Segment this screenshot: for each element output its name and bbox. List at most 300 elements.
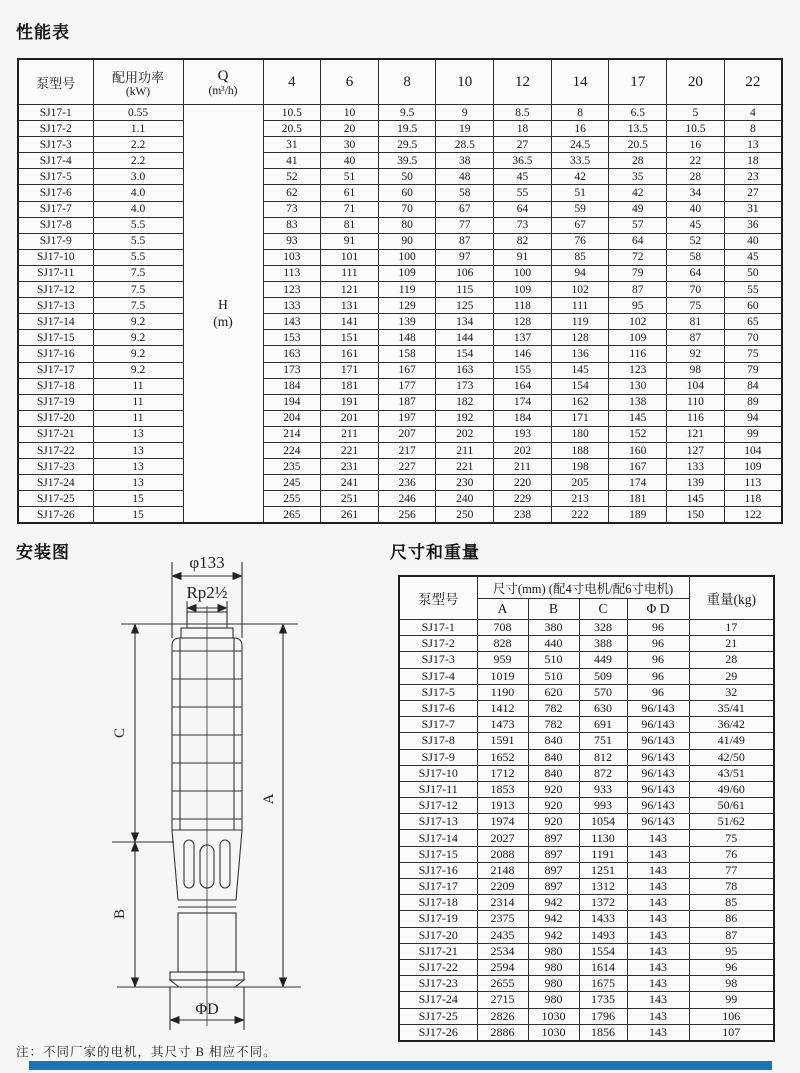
cell: 449 <box>579 652 627 668</box>
cell: 28 <box>609 153 667 169</box>
cell: 143 <box>627 895 689 911</box>
table-row <box>18 153 782 169</box>
cell: 45 <box>724 249 782 265</box>
table-row <box>18 507 782 524</box>
cell: 65 <box>724 314 782 330</box>
cell: 104 <box>667 378 725 394</box>
table-row <box>399 636 774 652</box>
footer-accent-bar <box>29 1061 772 1070</box>
cell: 164 <box>494 378 552 394</box>
table-row <box>399 879 774 895</box>
dims-header-row1 <box>399 576 774 599</box>
cell: 36 <box>724 217 782 233</box>
cell: 181 <box>609 491 667 507</box>
cell: 151 <box>321 330 379 346</box>
cell: 840 <box>528 749 579 765</box>
cell: 812 <box>579 749 627 765</box>
cell: 13.5 <box>609 121 667 137</box>
cell: 99 <box>724 426 782 442</box>
cell: 171 <box>551 410 609 426</box>
cell: 27 <box>494 137 552 153</box>
cell: 202 <box>436 426 494 442</box>
cell: 173 <box>436 378 494 394</box>
cell: 41 <box>263 153 321 169</box>
cell: 15 <box>93 507 183 524</box>
cell: 920 <box>528 781 579 797</box>
cell: 154 <box>436 346 494 362</box>
cell: 93 <box>263 233 321 249</box>
cell: 84 <box>724 378 782 394</box>
table-row <box>399 846 774 862</box>
cell: 177 <box>378 378 436 394</box>
cell: 211 <box>436 442 494 458</box>
cell: 782 <box>528 700 579 716</box>
cell: 96/143 <box>627 717 689 733</box>
table-row <box>18 105 782 121</box>
cell: 9.2 <box>93 330 183 346</box>
cell: 1974 <box>477 814 528 830</box>
table-row <box>18 137 782 153</box>
head-unit-cell: H (m) <box>183 105 263 524</box>
cell: 73 <box>263 201 321 217</box>
cell: 28.5 <box>436 137 494 153</box>
cell: 131 <box>321 298 379 314</box>
cell: 920 <box>528 798 579 814</box>
perf-col-flowrate: 10 <box>436 59 494 105</box>
cell: 160 <box>609 442 667 458</box>
table-row <box>18 346 782 362</box>
cell: 109 <box>609 330 667 346</box>
cell: SJ17-11 <box>399 781 477 797</box>
dims-col-b: B <box>528 599 579 620</box>
cell: 8 <box>551 105 609 121</box>
cell: 4.0 <box>93 185 183 201</box>
cell: 94 <box>551 265 609 281</box>
cell: 2435 <box>477 927 528 943</box>
cell: SJ17-13 <box>18 298 93 314</box>
cell: 18 <box>724 153 782 169</box>
cell: 71 <box>321 201 379 217</box>
cell: 256 <box>378 507 436 524</box>
cell: SJ17-13 <box>399 814 477 830</box>
cell: 85 <box>689 895 774 911</box>
cell: 104 <box>724 442 782 458</box>
cell: 98 <box>667 362 725 378</box>
cell: SJ17-23 <box>18 459 93 475</box>
perf-col-flowrate: 17 <box>609 59 667 105</box>
cell: 123 <box>609 362 667 378</box>
dims-col-a: A <box>477 599 528 620</box>
dims-col-weight: 重量(kg) <box>689 576 774 620</box>
cell: 13 <box>93 459 183 475</box>
cell: 840 <box>528 733 579 749</box>
cell: 107 <box>689 1024 774 1041</box>
cell: 121 <box>321 282 379 298</box>
cell: 1312 <box>579 879 627 895</box>
cell: 245 <box>263 475 321 491</box>
cell: 16 <box>551 121 609 137</box>
cell: 6.5 <box>609 105 667 121</box>
cell: 5.5 <box>93 249 183 265</box>
cell: 1412 <box>477 700 528 716</box>
cell: 23 <box>724 169 782 185</box>
table-row <box>18 394 782 410</box>
cell: 193 <box>494 426 552 442</box>
cell: SJ17-25 <box>399 1008 477 1024</box>
cell: 139 <box>378 314 436 330</box>
cell: 129 <box>378 298 436 314</box>
cell: 123 <box>263 282 321 298</box>
cell: 1675 <box>579 976 627 992</box>
cell: 98 <box>689 976 774 992</box>
cell: 222 <box>551 507 609 524</box>
cell: 1856 <box>579 1024 627 1041</box>
cell: 34 <box>667 185 725 201</box>
cell: 144 <box>436 330 494 346</box>
cell: 143 <box>627 976 689 992</box>
cell: 509 <box>579 668 627 684</box>
cell: 51 <box>321 169 379 185</box>
cell: SJ17-9 <box>399 749 477 765</box>
cell: 189 <box>609 507 667 524</box>
cell: 110 <box>667 394 725 410</box>
cell: SJ17-17 <box>18 362 93 378</box>
cell: 29 <box>689 668 774 684</box>
dim-label-b: B <box>112 908 128 920</box>
cell: 2655 <box>477 976 528 992</box>
cell: 50/61 <box>689 798 774 814</box>
dim-label-thread: Rp2½ <box>186 583 228 602</box>
cell: 145 <box>667 491 725 507</box>
cell: 163 <box>263 346 321 362</box>
cell: 154 <box>551 378 609 394</box>
cell: SJ17-10 <box>399 765 477 781</box>
cell: 13 <box>93 426 183 442</box>
cell: 143 <box>263 314 321 330</box>
cell: 115 <box>436 282 494 298</box>
cell: 570 <box>579 684 627 700</box>
cell: SJ17-2 <box>399 636 477 652</box>
cell: 125 <box>436 298 494 314</box>
cell: SJ17-14 <box>399 830 477 846</box>
cell: 113 <box>263 265 321 281</box>
table-row <box>399 733 774 749</box>
table-row <box>18 362 782 378</box>
perf-col-flowrate: 6 <box>321 59 379 105</box>
cell: 171 <box>321 362 379 378</box>
table-row <box>399 895 774 911</box>
cell: SJ17-18 <box>399 895 477 911</box>
perf-col-flowrate: 4 <box>263 59 321 105</box>
cell: 201 <box>321 410 379 426</box>
cell: 5.5 <box>93 217 183 233</box>
table-row <box>399 911 774 927</box>
cell: 122 <box>724 507 782 524</box>
cell: SJ17-24 <box>18 475 93 491</box>
cell: 15 <box>93 491 183 507</box>
cell: 128 <box>551 330 609 346</box>
perf-col-power-line2: (kW) <box>125 85 151 98</box>
cell: 64 <box>667 265 725 281</box>
cell: 67 <box>551 217 609 233</box>
cell: 192 <box>436 410 494 426</box>
cell: 96 <box>689 959 774 975</box>
table-row <box>18 282 782 298</box>
cell: 57 <box>609 217 667 233</box>
cell: SJ17-21 <box>18 426 93 442</box>
cell: SJ17-20 <box>399 927 477 943</box>
cell: 1554 <box>579 943 627 959</box>
table-row <box>18 201 782 217</box>
table-row <box>18 249 782 265</box>
cell: 58 <box>667 249 725 265</box>
cell: 240 <box>436 491 494 507</box>
cell: 109 <box>724 459 782 475</box>
cell: 510 <box>528 652 579 668</box>
table-row <box>399 700 774 716</box>
table-row <box>18 314 782 330</box>
cell: 1493 <box>579 927 627 943</box>
cell: 2886 <box>477 1024 528 1041</box>
table-row <box>399 668 774 684</box>
perf-col-flowrate: 20 <box>667 59 725 105</box>
cell: 1190 <box>477 684 528 700</box>
cell: SJ17-21 <box>399 943 477 959</box>
cell: 77 <box>436 217 494 233</box>
cell: SJ17-9 <box>18 233 93 249</box>
cell: 2088 <box>477 846 528 862</box>
cell: 980 <box>528 976 579 992</box>
cell: SJ17-2 <box>18 121 93 137</box>
cell: 121 <box>667 426 725 442</box>
cell: 33.5 <box>551 153 609 169</box>
cell: SJ17-7 <box>399 717 477 733</box>
cell: 980 <box>528 943 579 959</box>
cell: SJ17-20 <box>18 410 93 426</box>
cell: 143 <box>627 911 689 927</box>
cell: 897 <box>528 830 579 846</box>
cell: 8.5 <box>494 105 552 121</box>
cell: 76 <box>551 233 609 249</box>
cell: 143 <box>627 943 689 959</box>
cell: 224 <box>263 442 321 458</box>
cell: 227 <box>378 459 436 475</box>
cell: 96/143 <box>627 749 689 765</box>
cell: 31 <box>724 201 782 217</box>
cell: 942 <box>528 911 579 927</box>
cell: 100 <box>494 265 552 281</box>
cell: 143 <box>627 846 689 862</box>
cell: 1019 <box>477 668 528 684</box>
cell: 167 <box>609 459 667 475</box>
cell: 45 <box>667 217 725 233</box>
cell: 4.0 <box>93 201 183 217</box>
cell: 109 <box>378 265 436 281</box>
table-row <box>18 378 782 394</box>
cell: 96/143 <box>627 765 689 781</box>
cell: 1591 <box>477 733 528 749</box>
cell: SJ17-23 <box>399 976 477 992</box>
cell: 235 <box>263 459 321 475</box>
table-row <box>18 442 782 458</box>
cell: 100 <box>378 249 436 265</box>
cell: 24.5 <box>551 137 609 153</box>
cell: 2209 <box>477 879 528 895</box>
cell: 155 <box>494 362 552 378</box>
cell: 265 <box>263 507 321 524</box>
cell: 198 <box>551 459 609 475</box>
cell: SJ17-10 <box>18 249 93 265</box>
cell: 9.2 <box>93 346 183 362</box>
table-row <box>399 749 774 765</box>
cell: 163 <box>436 362 494 378</box>
cell: 70 <box>724 330 782 346</box>
cell: 184 <box>263 378 321 394</box>
cell: 184 <box>494 410 552 426</box>
cell: 236 <box>378 475 436 491</box>
cell: 43/51 <box>689 765 774 781</box>
cell: SJ17-3 <box>399 652 477 668</box>
dims-col-model: 泵型号 <box>399 576 477 620</box>
cell: 31 <box>263 137 321 153</box>
cell: 143 <box>627 879 689 895</box>
cell: 42 <box>609 185 667 201</box>
table-row <box>399 830 774 846</box>
table-row <box>399 620 774 636</box>
table-row <box>399 781 774 797</box>
cell: 10.5 <box>667 121 725 137</box>
cell: 2826 <box>477 1008 528 1024</box>
cell: 78 <box>689 879 774 895</box>
cell: 20 <box>321 121 379 137</box>
table-row <box>18 459 782 475</box>
cell: 942 <box>528 927 579 943</box>
cell: 55 <box>724 282 782 298</box>
cell: SJ17-5 <box>18 169 93 185</box>
cell: SJ17-22 <box>399 959 477 975</box>
table-row <box>18 121 782 137</box>
cell: 751 <box>579 733 627 749</box>
cell: 81 <box>667 314 725 330</box>
cell: SJ17-6 <box>399 700 477 716</box>
cell: 13 <box>93 442 183 458</box>
cell: 81 <box>321 217 379 233</box>
cell: 9.2 <box>93 362 183 378</box>
cell: 2375 <box>477 911 528 927</box>
table-row <box>18 410 782 426</box>
cell: 708 <box>477 620 528 636</box>
cell: 197 <box>378 410 436 426</box>
cell: 36/42 <box>689 717 774 733</box>
cell: 7.5 <box>93 282 183 298</box>
cell: 87 <box>609 282 667 298</box>
cell: 86 <box>689 911 774 927</box>
cell: 20.5 <box>263 121 321 137</box>
cell: 141 <box>321 314 379 330</box>
cell: 828 <box>477 636 528 652</box>
cell: 75 <box>667 298 725 314</box>
cell: 150 <box>667 507 725 524</box>
cell: 143 <box>627 927 689 943</box>
cell: 28 <box>667 169 725 185</box>
cell: 146 <box>494 346 552 362</box>
cell: 96 <box>627 636 689 652</box>
cell: SJ17-16 <box>18 346 93 362</box>
cell: 50 <box>724 265 782 281</box>
table-row <box>399 1024 774 1041</box>
cell: SJ17-12 <box>18 282 93 298</box>
table-row <box>399 927 774 943</box>
cell: 980 <box>528 959 579 975</box>
dims-table-body <box>399 620 774 1041</box>
cell: 51 <box>551 185 609 201</box>
cell: 229 <box>494 491 552 507</box>
cell: 139 <box>667 475 725 491</box>
cell: 60 <box>378 185 436 201</box>
cell: 1796 <box>579 1008 627 1024</box>
cell: 67 <box>436 201 494 217</box>
cell: 48 <box>436 169 494 185</box>
cell: 27 <box>724 185 782 201</box>
cell: SJ17-11 <box>18 265 93 281</box>
cell: 64 <box>609 233 667 249</box>
cell: SJ17-7 <box>18 201 93 217</box>
table-row <box>399 765 774 781</box>
perf-col-flowrate: 8 <box>378 59 436 105</box>
cell: 91 <box>321 233 379 249</box>
cell: 182 <box>436 394 494 410</box>
cell: 70 <box>667 282 725 298</box>
cell: 96/143 <box>627 798 689 814</box>
cell: 1913 <box>477 798 528 814</box>
cell: 75 <box>724 346 782 362</box>
cell: 83 <box>263 217 321 233</box>
performance-table-title: 性能表 <box>16 23 70 42</box>
cell: 897 <box>528 846 579 862</box>
cell: SJ17-6 <box>18 185 93 201</box>
cell: 145 <box>551 362 609 378</box>
cell: 64 <box>494 201 552 217</box>
cell: 45 <box>494 169 552 185</box>
cell: 55 <box>494 185 552 201</box>
table-row <box>18 233 782 249</box>
table-row <box>399 992 774 1008</box>
cell: 872 <box>579 765 627 781</box>
dims-col-c: C <box>579 599 627 620</box>
cell: 18 <box>494 121 552 137</box>
table-row <box>399 652 774 668</box>
cell: 143 <box>627 862 689 878</box>
cell: 4 <box>724 105 782 121</box>
cell: 96 <box>627 652 689 668</box>
cell: 11 <box>93 394 183 410</box>
dimensions-weight-table <box>398 575 775 1042</box>
cell: 101 <box>321 249 379 265</box>
table-row <box>399 959 774 975</box>
table-row <box>399 717 774 733</box>
cell: 102 <box>609 314 667 330</box>
dim-label-top-diameter: φ133 <box>189 553 225 572</box>
cell: 840 <box>528 765 579 781</box>
cell: 942 <box>528 895 579 911</box>
table-row <box>399 862 774 878</box>
cell: 255 <box>263 491 321 507</box>
cell: SJ17-1 <box>399 620 477 636</box>
cell: 35/41 <box>689 700 774 716</box>
cell: 75 <box>689 830 774 846</box>
cell: 2534 <box>477 943 528 959</box>
dim-label-bottom-diameter: ΦD <box>195 1001 219 1018</box>
